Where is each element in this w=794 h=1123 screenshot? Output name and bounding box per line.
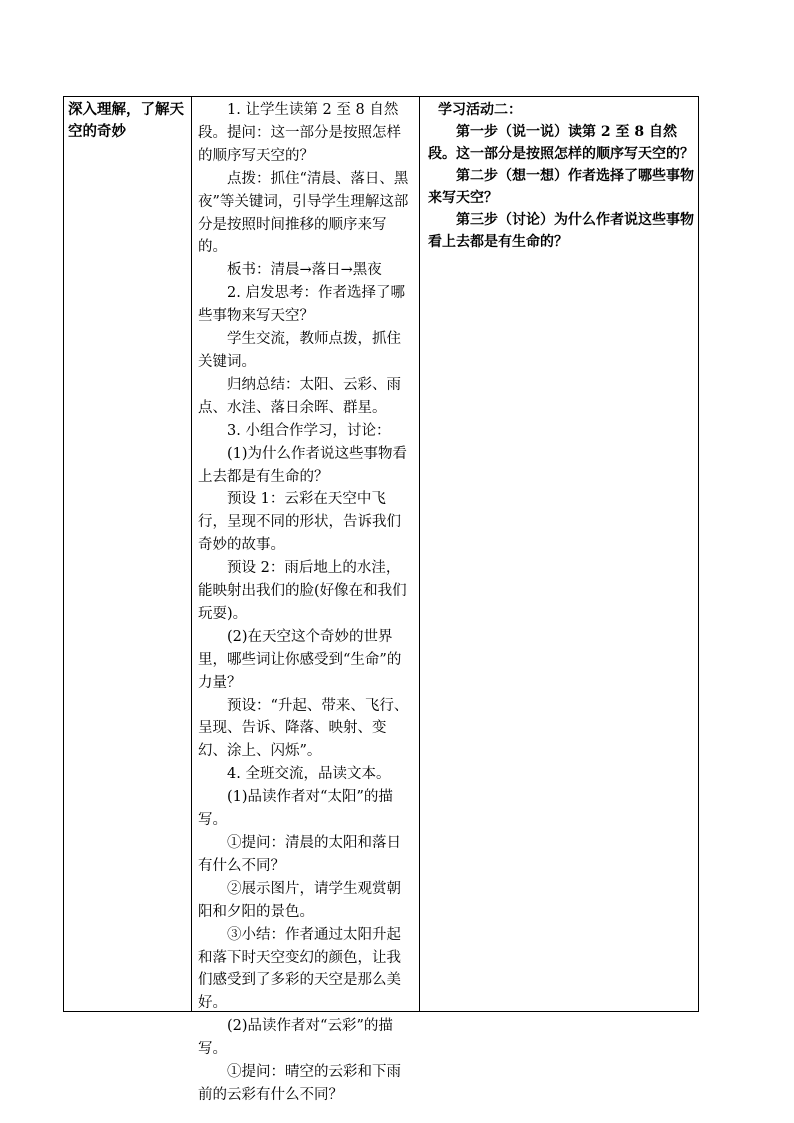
paragraph: 点拨：抓住“清晨、落日、黑夜”等关键词，引导学生理解这部分是按照时间推移的顺序来写的。 bbox=[198, 170, 409, 256]
activity-step: 第一步（说一说）读第 2 至 8 自然段。这一部分是按照怎样的顺序写天空的？ bbox=[428, 124, 694, 162]
activity-heading: 学习活动二： bbox=[438, 102, 522, 118]
paragraph: 预设 1：云彩在天空中飞行，呈现不同的形状，告诉我们奇妙的故事。 bbox=[198, 491, 401, 554]
activity-step: 第三步（讨论）为什么作者说这些事物看上去都是有生命的？ bbox=[428, 212, 694, 250]
paragraph: ②展示图片，请学生观赏朝阳和夕阳的景色。 bbox=[198, 880, 401, 920]
paragraph: ①提问：晴空的云彩和下雨前的云彩有什么不同？ bbox=[198, 1064, 401, 1103]
paragraph: (2)在天空这个奇妙的世界里，哪些词让你感受到“生命”的力量？ bbox=[198, 628, 402, 691]
teacher-activity-column bbox=[198, 99, 414, 1107]
paragraph: (1)品读作者对“太阳”的描写。 bbox=[198, 789, 393, 829]
paragraph: ①提问：清晨的太阳和落日有什么不同？ bbox=[198, 835, 401, 874]
paragraph: ③小结：作者通过太阳升起和落下时天空变幻的颜色，让我们感受到了多彩的天空是那么美好。 bbox=[198, 926, 401, 1012]
lesson-table bbox=[63, 96, 699, 1103]
paragraph: 学生交流，教师点拨，抓住关键词。 bbox=[198, 331, 401, 370]
paragraph: 预设：“升起、带来、飞行、呈现、告诉、降落、映射、变幻、涂上、闪烁”。 bbox=[198, 697, 409, 760]
paragraph: 归纳总结：太阳、云彩、雨点、水洼、落日余晖、群星。 bbox=[198, 376, 401, 416]
paragraph: 3. 小组合作学习，讨论： bbox=[227, 422, 391, 439]
column-divider bbox=[419, 97, 420, 1011]
paragraph: 预设 2：雨后地上的水洼，能映射出我们的脸(好像在和我们玩耍)。 bbox=[198, 560, 407, 622]
paragraph: 4. 全班交流，品读文本。 bbox=[227, 766, 391, 783]
paragraph: (1)为什么作者说这些事物看上去都是有生命的？ bbox=[198, 445, 408, 485]
section-title: 深入理解，了解天空的奇妙 bbox=[68, 102, 184, 140]
activity-step: 第二步（想一想）作者选择了哪些事物来写天空？ bbox=[428, 168, 694, 206]
paragraph: 板书：清晨→落日→黑夜 bbox=[227, 262, 382, 279]
paragraph: (2)品读作者对“云彩”的描写。 bbox=[198, 1018, 393, 1058]
paragraph: 2. 启发思考：作者选择了哪些事物来写天空？ bbox=[198, 285, 405, 325]
paragraph: 1. 让学生读第 2 至 8 自然段。提问：这一部分是按照怎样的顺序写天空的？ bbox=[198, 102, 401, 164]
column-divider bbox=[191, 97, 192, 1011]
student-activity-column bbox=[428, 99, 696, 253]
